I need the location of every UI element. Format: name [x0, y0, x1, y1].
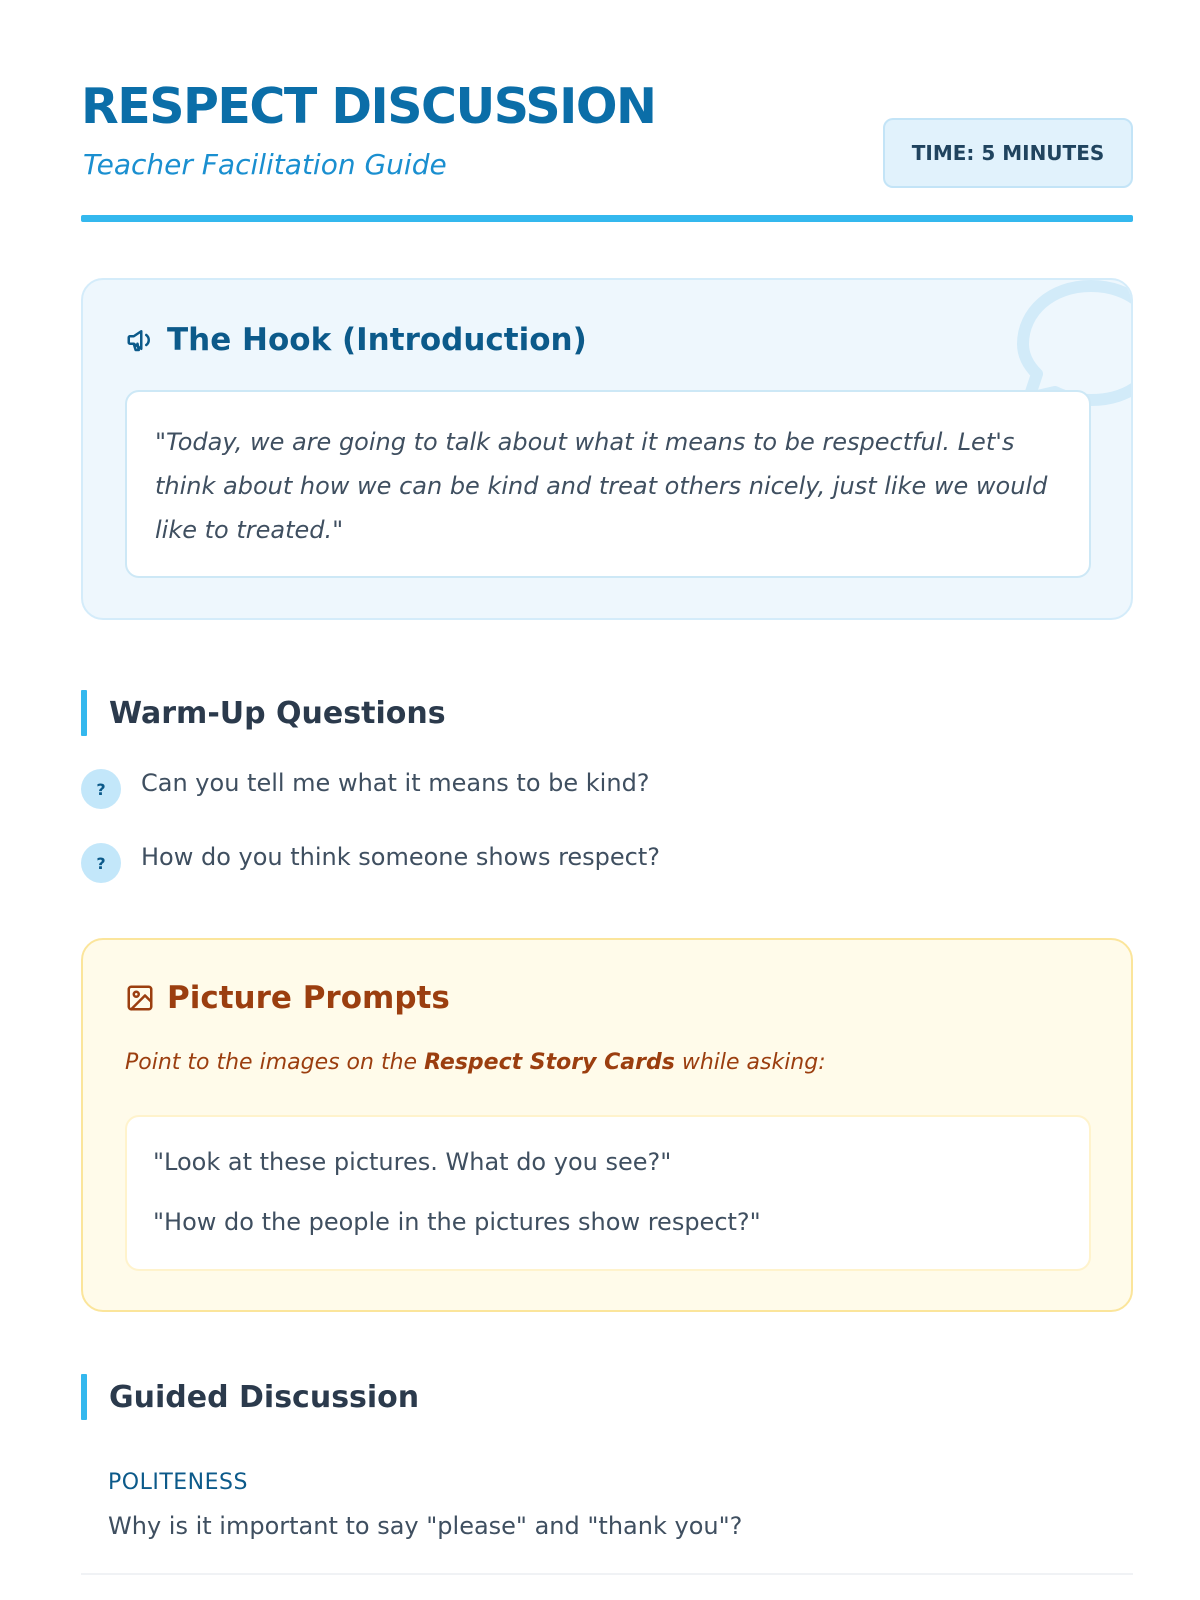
- warmup-heading-label: Warm-Up Questions: [109, 695, 446, 731]
- question-mark-icon: ?: [81, 843, 121, 883]
- section-accent-bar: [81, 1374, 87, 1420]
- picture-prompt: "Look at these pictures. What do you see?": [153, 1148, 672, 1176]
- page-subtitle: Teacher Facilitation Guide: [83, 148, 447, 181]
- hook-heading-label: The Hook (Introduction): [167, 322, 587, 358]
- picture-prompts-card: [81, 938, 1133, 1312]
- section-accent-bar: [81, 690, 87, 736]
- warmup-question: [81, 843, 660, 883]
- megaphone-icon: [125, 325, 155, 355]
- picture-prompts-box: [125, 1115, 1091, 1271]
- instruction-text: Point to the images on the: [125, 1050, 425, 1075]
- guided-heading-label: Guided Discussion: [109, 1379, 420, 1415]
- topic-question: Why is it important to say "please" and "thank you"?: [108, 1512, 743, 1540]
- image-icon: [125, 983, 155, 1013]
- warmup-question-text: How do you think someone shows respect?: [141, 843, 661, 871]
- hook-quote: "Today, we are going to talk about what it means to be respectful. Let's think about how we can be kind and treat others nicely, just like we would like to treat​ed.": [125, 390, 1091, 578]
- guided-section-heading: [81, 1374, 419, 1420]
- instruction-text: while asking:: [674, 1050, 826, 1075]
- page-header: [81, 0, 1133, 224]
- picture-prompt: "How do the people in the pictures show respect?": [153, 1208, 761, 1236]
- facilitation-guide-page: [81, 0, 1133, 1540]
- picture-prompts-heading-label: Picture Prompts: [167, 980, 450, 1016]
- picture-prompts-instruction: [125, 1050, 826, 1075]
- topic-label: POLITENESS: [108, 1470, 248, 1495]
- warmup-question: [81, 769, 650, 809]
- page-title: RESPECT DISCUSSION: [81, 78, 656, 135]
- warmup-question-text: Can you tell me what it means to be kind?: [141, 769, 650, 797]
- story-cards-name: Respect Story Cards: [424, 1050, 675, 1075]
- hook-card: [81, 278, 1133, 620]
- time-badge: TIME: 5 MINUTES: [883, 118, 1133, 188]
- hook-heading: [125, 322, 587, 358]
- warmup-section-heading: [81, 690, 446, 736]
- picture-prompts-heading: [125, 980, 450, 1016]
- question-mark-icon: ?: [81, 769, 121, 809]
- header-divider: [81, 215, 1133, 222]
- topic-divider: [81, 1573, 1133, 1575]
